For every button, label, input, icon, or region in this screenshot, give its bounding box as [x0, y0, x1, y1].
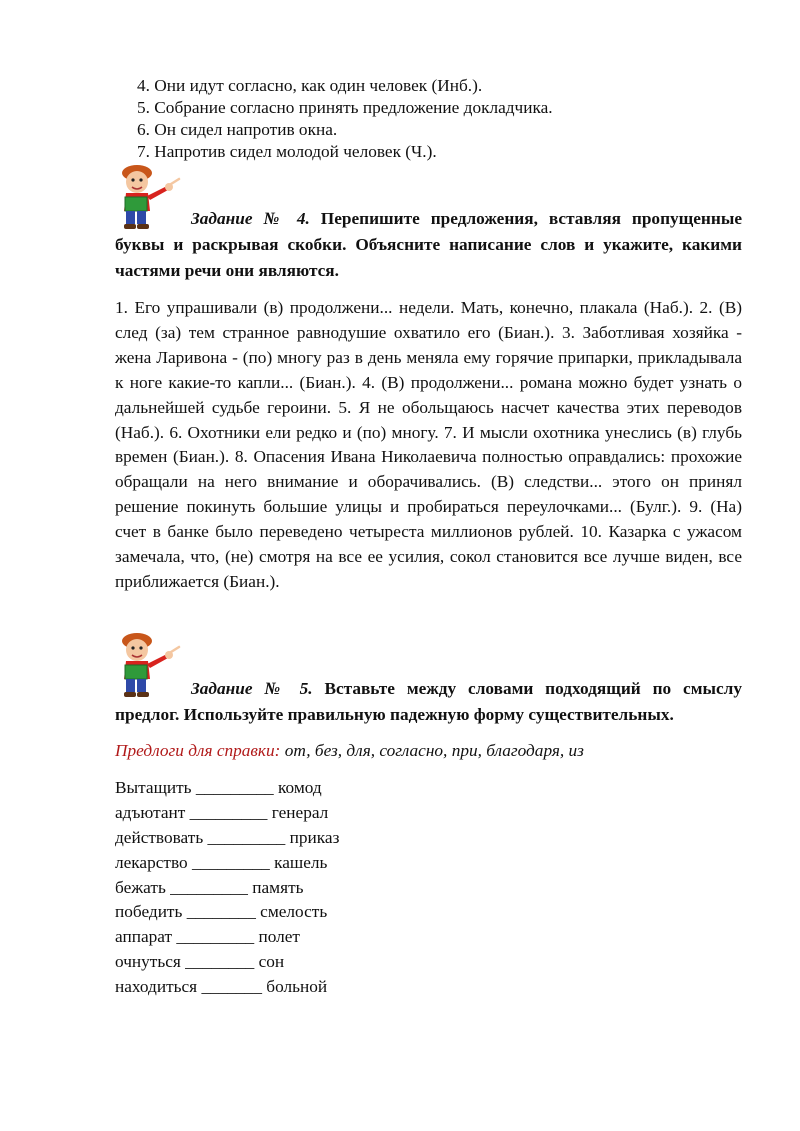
pair-right: кашель — [274, 852, 328, 872]
pair-right: смелость — [260, 902, 328, 922]
pair-right: генерал — [271, 802, 329, 822]
list-item: 4. Они идут согласно, как один человек (Инб.). — [137, 76, 483, 95]
pair-left: победить — [115, 902, 183, 922]
pair-blank: _________ — [207, 827, 286, 847]
task-4-number: Задание № 4. — [191, 209, 310, 228]
pair-blank: _________ — [195, 778, 274, 797]
pair-right: память — [252, 877, 304, 897]
task-4-instruction: Перепишите предложения, вставляя пропущенные буквы и раскрывая скобки. Объясните написание слов и укажите, какими частями речи они являются. — [115, 209, 742, 280]
task-4-text: 1. Его упрашивали (в) продолжени... недели. Мать, конечно, плакала (Наб.). 2. (В) след (за) тем странное равнодушие охватило его (Биан.). 3. Заботливая хозяйка - жена Ларивона - (по) многу раз в день меняла ему горячие припарки, прикладывала к ноге какие-то капли... (Биан.). 4. (В) продолжени... романа можно будет узнать о дальнейшей судьбе героини. 5. Я не обольщаюсь насчет качества этих переводов (Наб.). 6. Охотники ели редко и (по) многу. 7. И мысли охотника унеслись (в) глубь времен (Биан.). 8. Опасения Ивана Николаевича полностью оправдались: прохожие обращали на него внимание и оборачивались. (В) следстви... этого он принял решение покинуть большие улицы и пробираться переулочками... (Булг.). 9. (На) счет в банке было переведено четыреста миллионов рублей. 10. Казарка с ужасом замечала, что, (не) смотря на все ее усилия, сокол становится все лучше виден, все приближается (Биан.). — [115, 298, 742, 591]
pair-left: очнуться — [115, 952, 181, 972]
pair-left: Вытащить — [115, 778, 192, 797]
list-item: 6. Он сидел напротив окна. — [137, 120, 338, 139]
pair-blank: _________ — [176, 927, 255, 947]
pair-left: действовать — [115, 827, 204, 847]
task-5-number: Задание № 5. — [191, 679, 313, 698]
pair-blank: _________ — [191, 852, 270, 872]
prepositions-hint — [115, 739, 755, 763]
pair-left: аппарат — [115, 927, 173, 947]
pair-right: больной — [266, 977, 328, 997]
list-item — [115, 900, 515, 925]
list-item — [115, 851, 515, 876]
pair-left: адъютант — [115, 802, 186, 822]
list-item — [115, 950, 515, 975]
pair-left: бежать — [115, 877, 166, 897]
pair-blank: _______ — [201, 977, 262, 997]
pair-left: лекарство — [115, 852, 188, 872]
list-item — [115, 801, 515, 826]
list-item: 7. Напротив сидел молодой человек (Ч.). — [137, 142, 437, 161]
word-pairs-list — [115, 776, 515, 1000]
task-5-heading — [115, 676, 742, 728]
pair-right: комод — [277, 778, 322, 797]
pair-right: сон — [258, 952, 285, 972]
pair-blank: ________ — [185, 952, 255, 972]
intro-list — [137, 75, 757, 163]
task-5-instruction: Вставьте между словами подходящий по смыслу предлог. Используйте правильную падежную форму существительных. — [115, 679, 742, 724]
list-item — [115, 876, 515, 901]
list-item — [115, 975, 515, 1000]
list-item: 5. Собрание согласно принять предложение докладчика. — [137, 98, 553, 117]
hint-label: Предлоги для справки: — [115, 741, 281, 760]
list-item — [115, 925, 515, 950]
pair-left: находиться — [115, 977, 198, 997]
task-4-heading — [115, 206, 742, 284]
pair-blank: _________ — [189, 802, 268, 822]
list-item — [115, 826, 515, 851]
pair-right: приказ — [289, 827, 340, 847]
pair-right: полет — [258, 927, 300, 947]
hint-words: от, без, для, согласно, при, благодаря, из — [280, 741, 584, 760]
pair-blank: _________ — [170, 877, 248, 897]
list-item — [115, 776, 515, 801]
pair-blank: ________ — [186, 902, 256, 922]
